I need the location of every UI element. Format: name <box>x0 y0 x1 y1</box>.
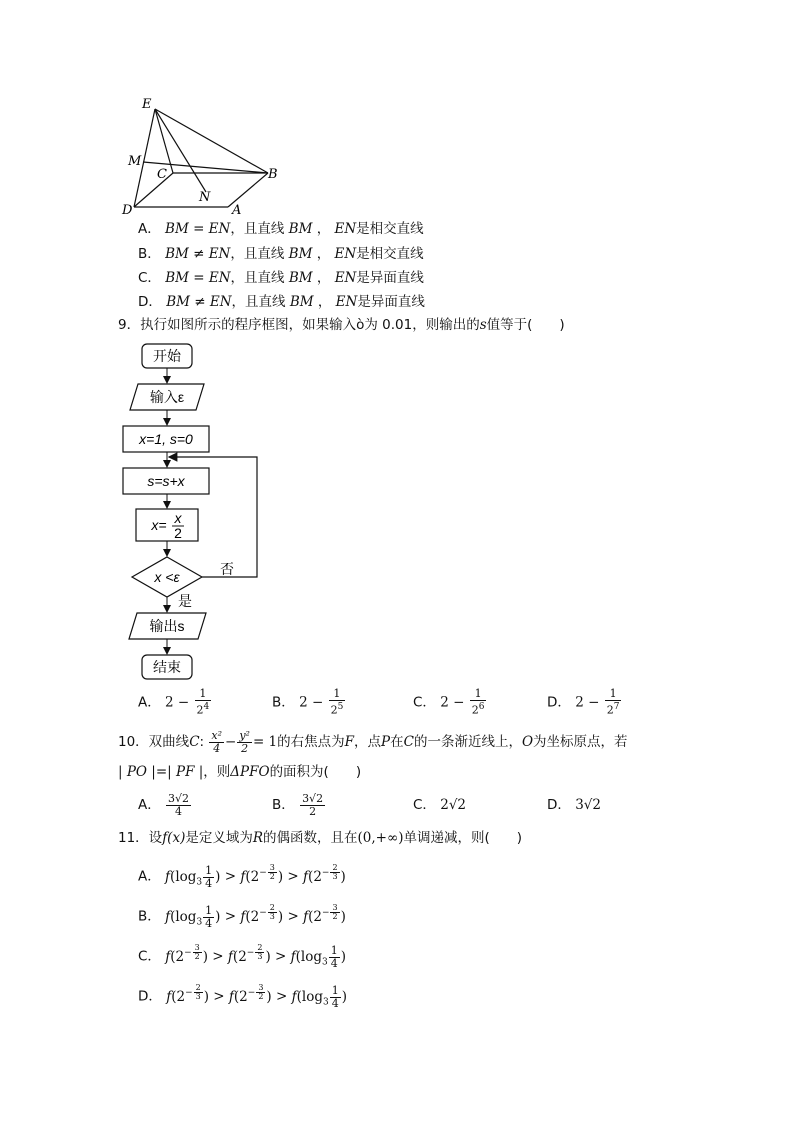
denominator: 2 <box>194 952 200 961</box>
den-base: 2 <box>471 703 479 717</box>
q11-term <box>303 863 346 885</box>
f-symbol: f <box>166 988 172 1005</box>
var-C: C <box>189 734 200 750</box>
option-value: 3√2 <box>575 797 601 813</box>
label-N: N <box>199 190 211 205</box>
flow-update-x-box <box>136 509 198 541</box>
den-base: 2 <box>330 703 338 717</box>
denominator <box>195 701 212 717</box>
option-tail: 是异面直线 <box>357 294 425 310</box>
line-2: EN <box>334 246 357 262</box>
q11-term <box>240 903 284 925</box>
minus: − <box>184 948 192 958</box>
fx: f(x) <box>162 830 186 846</box>
den-exp: 7 <box>613 702 620 712</box>
denominator <box>605 701 622 717</box>
q10-option-c <box>413 790 466 820</box>
flow-start-text: 开始 <box>153 348 181 364</box>
fraction <box>470 688 487 717</box>
q9-stem-c: 值等于( ) <box>486 317 565 333</box>
paren-close: ) <box>266 988 272 1005</box>
q11-stem-b: 是定义域为 <box>185 830 253 846</box>
power-base: 2 <box>250 908 260 925</box>
minus: − <box>247 988 256 998</box>
option-value: 2√2 <box>440 797 467 813</box>
log-text: log <box>175 908 197 925</box>
q11-term <box>240 863 284 885</box>
den-base: 2 <box>606 703 614 717</box>
paren-open: ( <box>170 908 176 925</box>
fraction <box>330 985 341 1010</box>
q8-geometry-figure <box>110 92 290 222</box>
flow-update-x-num: x <box>174 510 182 526</box>
q8-option-a <box>138 220 424 238</box>
paren-open: ( <box>171 988 177 1005</box>
exp-fraction <box>194 984 203 1001</box>
q11-term <box>291 983 347 1010</box>
exponent <box>259 903 278 921</box>
exponent <box>259 863 278 881</box>
greater-than: > <box>271 988 292 1005</box>
q8-option-d <box>138 293 425 311</box>
paren-close: ) <box>340 948 347 965</box>
greater-than: > <box>208 988 229 1005</box>
log-text: log <box>301 988 323 1005</box>
interval: (0,+∞) <box>357 830 404 846</box>
option-letter: C． <box>413 694 436 711</box>
option-letter: C． <box>138 948 166 965</box>
power-base: 2 <box>238 948 247 965</box>
minus: − <box>225 734 237 750</box>
q10-text4: 的一条渐近线上， <box>413 734 522 750</box>
edge-AB <box>228 173 268 207</box>
var-C2: C <box>403 734 414 750</box>
var-R: R <box>252 830 264 846</box>
q11-option-d <box>138 977 347 1009</box>
separator: ， <box>317 294 332 310</box>
greater-than: > <box>220 908 241 925</box>
relation: BM = EN <box>165 270 231 286</box>
option-letter: A． <box>138 694 161 711</box>
minus: − <box>246 948 255 958</box>
s-var: s <box>479 317 487 333</box>
option-text: ，且直线 <box>230 246 285 262</box>
denominator <box>329 701 346 717</box>
flow-input-text: 输入ε <box>149 389 185 405</box>
line-2: EN <box>335 294 358 310</box>
option-letter: D． <box>547 694 571 711</box>
power-base: 2 <box>175 948 185 965</box>
greater-than: > <box>283 908 304 925</box>
power-base: 2 <box>239 988 248 1005</box>
exponent <box>247 983 267 1001</box>
greater-than: > <box>283 868 304 885</box>
q11-option-a <box>138 857 346 889</box>
q10-stem-line1 <box>118 728 628 756</box>
q9-option-c <box>413 688 487 716</box>
exp-fraction <box>268 864 277 881</box>
fraction <box>203 905 214 930</box>
q9-stem-b: 为 0.01，则输出的 <box>364 317 480 333</box>
fraction <box>329 688 346 717</box>
flow-no-label: 否 <box>220 561 234 577</box>
denominator: 3 <box>257 952 263 961</box>
den-exp: 6 <box>478 702 485 712</box>
power-base: 2 <box>313 868 322 885</box>
f-symbol: f <box>291 988 297 1005</box>
option-base: 2 − <box>575 694 600 711</box>
option-text: ，且直线 <box>231 294 286 310</box>
flow-update-x-den: 2 <box>174 525 182 541</box>
option-letter: A． <box>138 868 166 885</box>
flow-yes-label: 是 <box>178 593 192 609</box>
paren-open: ( <box>170 948 176 965</box>
numerator: 3 <box>194 943 200 952</box>
label-A: A <box>232 203 242 218</box>
q11-term <box>165 943 209 965</box>
f-symbol: f <box>227 948 233 965</box>
q11-term <box>165 863 221 890</box>
minus: − <box>321 868 330 878</box>
exp-fraction <box>330 904 339 921</box>
log-text: log <box>175 868 197 885</box>
flow-output-text: 输出s <box>149 618 185 634</box>
fraction <box>166 793 191 818</box>
paren-close: ) <box>202 948 209 965</box>
paren-open: ( <box>245 868 251 885</box>
numerator: 3 <box>269 863 275 872</box>
fraction <box>329 945 340 970</box>
den-base: 2 <box>196 703 204 717</box>
f-symbol: f <box>165 868 171 885</box>
denominator: 4 <box>331 996 339 1010</box>
flow-decision-text: x <ε <box>154 569 180 585</box>
q10-stem-line2 <box>118 762 361 782</box>
paren-close: ) <box>265 948 271 965</box>
power-base: 2 <box>313 908 322 925</box>
denominator: 4 <box>330 956 338 970</box>
log-text: log <box>300 948 322 965</box>
colon: : <box>199 734 205 750</box>
flow-update-x-lhs: x= <box>151 517 167 533</box>
paren-open: ( <box>296 988 302 1005</box>
epsilon-var: ò <box>356 317 365 333</box>
relation: BM ≠ EN <box>165 246 231 262</box>
edge-EB <box>155 109 268 173</box>
numerator: 3√2 <box>168 791 190 805</box>
line-2: EN <box>334 270 357 286</box>
log-base: 3 <box>196 877 203 888</box>
q9-stem-a: 9．执行如图所示的程序框图，如果输入 <box>118 317 357 333</box>
option-letter: B． <box>138 908 166 925</box>
numerator: y² <box>239 728 250 742</box>
denominator: 3 <box>332 872 338 881</box>
numerator: 1 <box>205 903 213 917</box>
paren-close: ) <box>340 868 346 885</box>
label-C: C <box>157 167 167 182</box>
option-letter: A． <box>138 797 161 813</box>
paren-close: ) <box>341 988 347 1005</box>
option-letter: A． <box>138 221 161 237</box>
numerator: 1 <box>195 688 212 701</box>
q8-option-b <box>138 245 424 263</box>
label-B: B <box>268 167 278 182</box>
numerator: x² <box>211 728 223 742</box>
q10-text5: 为坐标原点，若 <box>533 734 628 750</box>
minus: − <box>321 908 330 918</box>
q11-term <box>228 983 272 1005</box>
q10-text1: 的右焦点为 <box>277 734 345 750</box>
f-symbol: f <box>165 948 171 965</box>
exp-fraction <box>268 904 277 921</box>
q9-stem <box>118 315 565 335</box>
option-tail: 是相交直线 <box>356 221 424 237</box>
q10-option-b <box>272 790 326 820</box>
exponent <box>321 903 341 921</box>
option-letter: C． <box>413 797 436 813</box>
den-exp: 5 <box>337 702 344 712</box>
paren-open: ( <box>308 908 314 925</box>
exponent <box>321 863 341 881</box>
q10-option-a <box>138 790 192 820</box>
fraction-x2-4 <box>209 730 224 755</box>
denominator: 2 <box>309 804 317 818</box>
label-D: D <box>122 203 133 218</box>
relation: BM ≠ EN <box>166 294 232 310</box>
log-base: 3 <box>322 997 329 1008</box>
q11-stem-a: 11．设 <box>118 830 163 846</box>
exp-fraction <box>330 864 339 881</box>
denominator: 2 <box>332 912 338 921</box>
f-symbol: f <box>303 908 309 925</box>
var-F: F <box>344 734 355 750</box>
q11-stem-d: 单调递减，则( ) <box>403 830 523 846</box>
numerator: 3 <box>332 903 338 912</box>
minus: − <box>259 908 267 918</box>
q11-term <box>227 943 271 965</box>
fraction <box>605 688 622 717</box>
option-letter: C． <box>138 270 161 286</box>
denominator: 4 <box>205 876 213 890</box>
log-base: 3 <box>322 957 328 968</box>
f-symbol: f <box>228 988 234 1005</box>
q11-term <box>290 943 347 970</box>
separator: ， <box>316 246 331 262</box>
paren-close: ) <box>203 988 209 1005</box>
paren-open: ( <box>308 868 314 885</box>
numerator: 2 <box>195 983 201 992</box>
paren-close: ) <box>215 868 221 885</box>
fraction <box>195 688 212 717</box>
q11-term <box>165 903 221 930</box>
line-1: BM <box>288 246 313 262</box>
option-letter: D． <box>138 294 162 310</box>
label-M: M <box>128 154 142 169</box>
greater-than: > <box>208 948 228 965</box>
exp-fraction <box>193 944 202 961</box>
q10-text2: ，点 <box>354 734 382 750</box>
power-base: 2 <box>176 988 186 1005</box>
greater-than: > <box>270 948 291 965</box>
option-base: 2 − <box>440 694 465 711</box>
f-symbol: f <box>303 868 309 885</box>
q11-option-b <box>138 897 346 929</box>
f-symbol: f <box>240 908 246 925</box>
numerator: 1 <box>330 943 338 957</box>
triangle-PFO: ΔPFO <box>230 764 270 780</box>
line-1: BM <box>288 221 313 237</box>
equals-one: = 1 <box>252 734 278 750</box>
denominator: 2 <box>269 872 275 881</box>
option-text: ，且直线 <box>230 221 285 237</box>
option-tail: 是异面直线 <box>356 270 424 286</box>
label-E: E <box>142 97 152 112</box>
fraction-y2-2 <box>237 730 252 755</box>
f-symbol: f <box>165 908 171 925</box>
q10-number: 10．双曲线 <box>118 734 190 750</box>
option-tail: 是相交直线 <box>356 246 424 262</box>
denominator: 4 <box>213 741 221 755</box>
minus: − <box>185 988 193 998</box>
numerator: 2 <box>269 903 275 912</box>
flow-end-text: 结束 <box>153 659 181 675</box>
den-exp: 4 <box>203 702 210 712</box>
option-base: 2 − <box>299 694 324 711</box>
q11-option-c <box>138 937 346 969</box>
denominator: 4 <box>175 804 183 818</box>
option-text: ，且直线 <box>230 270 285 286</box>
paren-close: ) <box>215 908 221 925</box>
q9-option-d <box>547 688 622 716</box>
q9-flowchart <box>110 338 280 688</box>
denominator: 2 <box>241 741 249 755</box>
paren-open: ( <box>295 948 301 965</box>
q11-term <box>166 983 209 1005</box>
q9-option-b <box>272 688 346 716</box>
exp-fraction <box>256 984 265 1001</box>
numerator: 1 <box>331 983 339 997</box>
line-1: BM <box>288 270 313 286</box>
fraction <box>300 793 325 818</box>
q10-text3: 在 <box>390 734 404 750</box>
numerator: 1 <box>205 863 213 877</box>
option-letter: D． <box>547 797 571 813</box>
q10-option-d <box>547 790 601 820</box>
denominator: 2 <box>258 992 264 1001</box>
option-letter: B． <box>272 797 295 813</box>
option-base: 2 − <box>165 694 190 711</box>
denominator: 3 <box>269 912 275 921</box>
paren-open: ( <box>233 988 240 1005</box>
numerator: 1 <box>329 688 346 701</box>
flow-init-text: x=1, s=0 <box>139 431 193 447</box>
paren-close: ) <box>277 908 284 925</box>
q10-condition: | PO |=| PF | <box>118 764 204 780</box>
paren-open: ( <box>245 908 251 925</box>
separator: ， <box>316 270 331 286</box>
option-letter: B． <box>272 694 295 711</box>
exponent <box>184 943 203 961</box>
option-letter: B． <box>138 246 161 262</box>
q11-term <box>303 903 346 925</box>
q10-area-text: 的面积为( ) <box>269 764 362 780</box>
exponent <box>246 943 266 961</box>
power-base: 2 <box>250 868 260 885</box>
line-2: EN <box>334 221 357 237</box>
q10-then: ，则 <box>203 764 231 780</box>
numerator: 3 <box>258 983 264 992</box>
q9-option-a <box>138 688 212 716</box>
numerator: 1 <box>605 688 622 701</box>
denominator: 4 <box>205 916 213 930</box>
denominator: 3 <box>195 992 201 1001</box>
exponent <box>185 983 204 1001</box>
minus: − <box>259 868 267 878</box>
f-symbol: f <box>240 868 246 885</box>
log-base: 3 <box>196 917 203 928</box>
paren-open: ( <box>232 948 239 965</box>
paren-close: ) <box>340 908 346 925</box>
f-symbol: f <box>290 948 296 965</box>
var-O: O <box>521 734 534 750</box>
numerator: 1 <box>470 688 487 701</box>
exp-fraction <box>255 944 264 961</box>
greater-than: > <box>220 868 241 885</box>
flow-update-s-text: s=s+x <box>147 473 185 489</box>
numerator: 2 <box>332 863 338 872</box>
line-1: BM <box>289 294 314 310</box>
q8-option-c <box>138 269 424 287</box>
paren-open: ( <box>170 868 176 885</box>
numerator: 2 <box>257 943 263 952</box>
option-letter: D． <box>138 988 167 1005</box>
q11-stem-c: 的偶函数，且在 <box>263 830 358 846</box>
q11-stem <box>118 828 522 848</box>
denominator <box>470 701 487 717</box>
separator: ， <box>316 221 331 237</box>
numerator: 3√2 <box>302 791 324 805</box>
paren-close: ) <box>277 868 284 885</box>
fraction <box>203 865 214 890</box>
relation: BM = EN <box>165 221 231 237</box>
var-P: P <box>381 734 391 750</box>
